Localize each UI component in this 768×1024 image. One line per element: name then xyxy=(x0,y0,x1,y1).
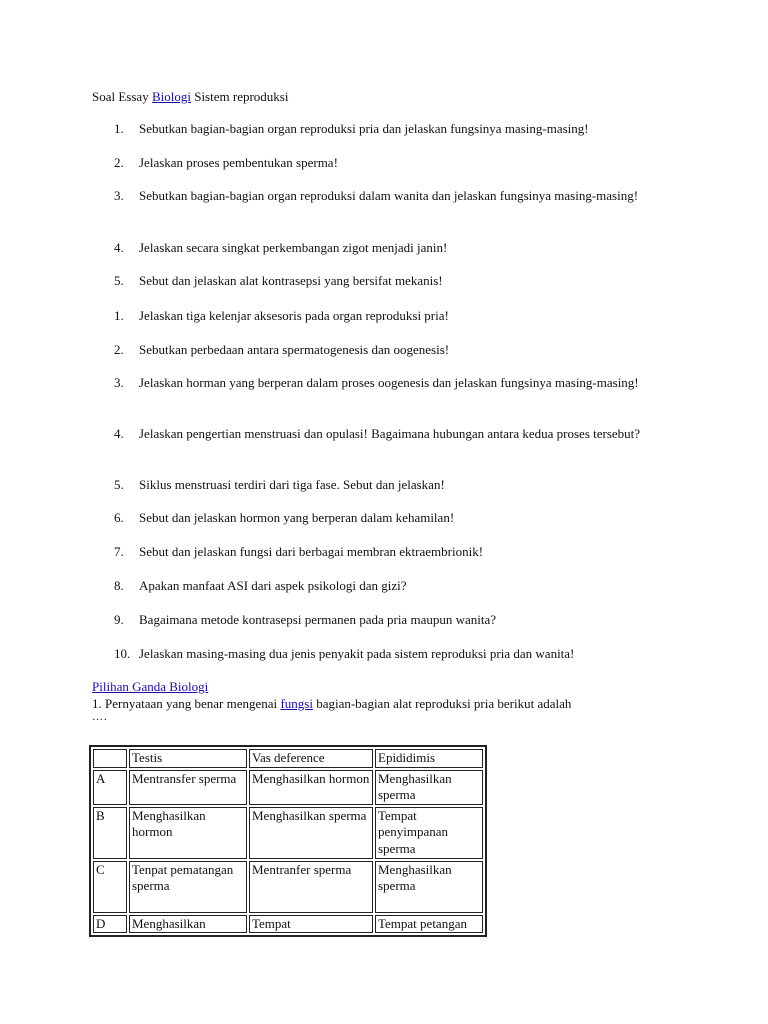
question-number: 2. xyxy=(114,155,124,170)
title-suffix: Sistem reproduksi xyxy=(190,89,289,104)
question-number: 4. xyxy=(114,240,124,255)
question-number: 6. xyxy=(114,510,124,525)
essay-question-10 xyxy=(114,477,714,494)
page-title xyxy=(92,89,288,105)
option-letter: C xyxy=(93,861,127,913)
question-text: Jelaskan tiga kelenjar aksesoris pada organ reproduksi pria! xyxy=(139,308,449,323)
biologi-link[interactable]: Biologi xyxy=(151,89,191,104)
question-text: Bagaimana metode kontrasepsi permanen pada pria maupun wanita? xyxy=(139,612,497,627)
option-letter: B xyxy=(93,807,127,859)
table-row xyxy=(93,807,483,859)
question-text: Sebut dan jelaskan hormon yang berperan dalam kehamilan! xyxy=(139,510,455,525)
essay-question-8 xyxy=(114,375,644,392)
question-number: 3. xyxy=(114,375,124,390)
mc-question-dots: …. xyxy=(92,711,108,723)
question-number: 2. xyxy=(114,342,124,357)
question-text: Jelaskan proses pembentukan sperma! xyxy=(139,155,338,170)
question-number: 1. xyxy=(114,308,124,323)
essay-question-15 xyxy=(114,646,714,663)
essay-question-1 xyxy=(114,121,714,138)
essay-question-13 xyxy=(114,578,714,595)
question-number: 10. xyxy=(114,646,131,661)
table-cell: Menghasilkan sperma xyxy=(375,861,483,913)
essay-question-12 xyxy=(114,544,714,561)
question-number: 1. xyxy=(114,121,124,136)
option-letter: D xyxy=(93,915,127,934)
table-row xyxy=(93,861,483,913)
table-cell: Menghasilkan hormon xyxy=(129,807,247,859)
answer-options-table xyxy=(89,745,487,937)
question-text: Apakan manfaat ASI dari aspek psikologi dan gizi? xyxy=(139,578,407,593)
question-text: Sebut dan jelaskan fungsi dari berbagai membran ektraembrionik! xyxy=(139,544,484,559)
title-prefix: Soal Essay xyxy=(92,89,152,104)
question-text: Jelaskan horman yang berperan dalam proses oogenesis dan jelaskan fungsinya masing-masing! xyxy=(139,375,639,390)
table-cell: Menghasilkan sperma xyxy=(375,770,483,805)
question-number: 8. xyxy=(114,578,124,593)
essay-question-3 xyxy=(114,188,644,205)
table-header-cell xyxy=(93,749,127,768)
question-number: 5. xyxy=(114,477,124,492)
table-cell: Tempat xyxy=(249,915,373,934)
question-text: Jelaskan secara singkat perkembangan zigot menjadi janin! xyxy=(139,240,448,255)
table-cell: Mentransfer sperma xyxy=(129,770,247,805)
question-number: 9. xyxy=(114,612,124,627)
essay-question-5 xyxy=(114,273,714,290)
essay-question-7 xyxy=(114,342,714,359)
essay-question-11 xyxy=(114,510,714,527)
mc-question-prefix: 1. Pernyataan yang benar mengenai xyxy=(92,696,281,711)
table-cell: Tenpat pematangan sperma xyxy=(129,861,247,913)
table-cell: Menghasilkan hormon xyxy=(249,770,373,805)
question-text: Sebut dan jelaskan alat kontrasepsi yang bersifat mekanis! xyxy=(139,273,443,288)
essay-question-9 xyxy=(114,426,644,443)
essay-question-6 xyxy=(114,308,714,325)
table-header-cell: Epididimis xyxy=(375,749,483,768)
question-number: 5. xyxy=(114,273,124,288)
question-text: Siklus menstruasi terdiri dari tiga fase. Sebut dan jelaskan! xyxy=(139,477,445,492)
question-text: Sebutkan perbedaan antara spermatogenesis dan oogenesis! xyxy=(139,342,450,357)
table-header-cell: Testis xyxy=(129,749,247,768)
table-header-cell: Vas deference xyxy=(249,749,373,768)
multiple-choice-heading xyxy=(92,679,208,695)
mc-question-suffix: bagian-bagian alat reproduksi pria berikut adalah xyxy=(312,696,572,711)
table-cell: Tempat penyimpanan sperma xyxy=(375,807,483,859)
table-cell: Menghasilkan sperma xyxy=(249,807,373,859)
question-text: Sebutkan bagian-bagian organ reproduksi pria dan jelaskan fungsinya masing-masing! xyxy=(139,121,589,136)
question-number: 7. xyxy=(114,544,124,559)
question-number: 3. xyxy=(114,188,124,203)
table-header-row xyxy=(93,749,483,768)
option-letter: A xyxy=(93,770,127,805)
table-row xyxy=(93,770,483,805)
pilihan-ganda-link[interactable]: Pilihan Ganda Biologi xyxy=(92,679,209,694)
multiple-choice-question xyxy=(92,696,682,723)
table-row xyxy=(93,915,483,934)
fungsi-link[interactable]: fungsi xyxy=(280,696,313,711)
table-cell: Tempat petangan xyxy=(375,915,483,934)
question-text: Sebutkan bagian-bagian organ reproduksi dalam wanita dan jelaskan fungsinya masing-masing! xyxy=(139,188,639,203)
question-text: Jelaskan pengertian menstruasi dan opulasi! Bagaimana hubungan antara kedua proses tersebut? xyxy=(139,426,641,441)
table-cell: Menghasilkan xyxy=(129,915,247,934)
table-cell: Mentranfer sperma xyxy=(249,861,373,913)
essay-question-4 xyxy=(114,240,714,257)
essay-question-2 xyxy=(114,155,714,172)
question-text: Jelaskan masing-masing dua jenis penyakit pada sistem reproduksi pria dan wanita! xyxy=(139,646,575,661)
question-number: 4. xyxy=(114,426,124,441)
essay-question-14 xyxy=(114,612,714,629)
